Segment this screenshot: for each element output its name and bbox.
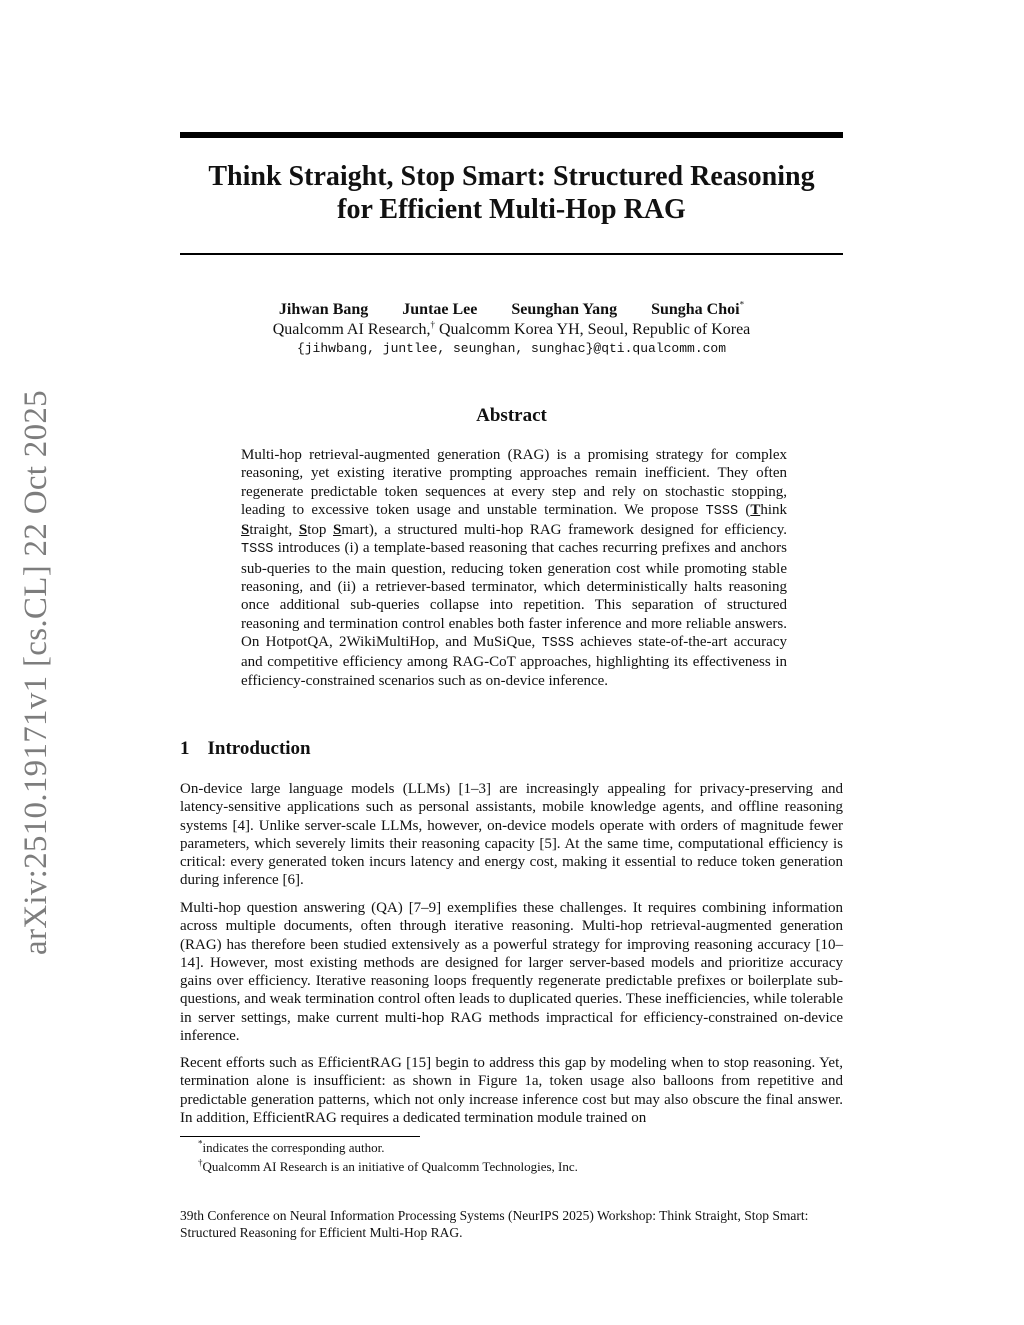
intro-paragraph-1: On-device large language models (LLMs) [1–3] are increasingly appealing for privacy-preserving and latency-sensitive applications such as personal assistants, mobile knowledge agents, and offline reasoning systems [4]. Unlike server-scale LLMs, however, on-device models operate with orders of magnitude fewer parameters, which severely limits their reasoning capacity [5]. At the same time, computational efficiency is critical: every generated token incurs latency and energy cost, making it essential to reduce token generation during inference [6].	[180, 781, 843, 889]
author-name: Juntae Lee	[402, 301, 478, 318]
affiliation-secondary: Qualcomm Korea YH, Seoul, Republic of Korea	[434, 321, 751, 338]
method-name: TSSS	[541, 635, 574, 651]
conference-note: 39th Conference on Neural Information Processing Systems (NeurIPS 2025) Workshop: Think Straight, Stop Smart: Structured Reasoning for Efficient Multi-Hop RAG.	[180, 1208, 809, 1240]
intro-paragraph-3: Recent efforts such as EfficientRAG [15] begin to address this gap by modeling when to stop reasoning. Yet, termination alone is insufficient: as shown in Figure 1a, token usage also balloons from repetitive and predictable generation patterns, which not only increase inference cost but may also obscure the final answer. In addition, EfficientRAG requires a dedicated termination module trained on	[180, 1055, 843, 1126]
abstract-text: , a structured multi-hop RAG framework designed for efficiency.	[373, 522, 788, 539]
section-number: 1	[180, 738, 190, 759]
affiliation-footnote-mark: †	[430, 319, 435, 330]
method-word-rest: mart)	[341, 522, 374, 539]
method-name: TSSS	[705, 503, 739, 519]
corresponding-author-mark: *	[739, 299, 745, 310]
author-name-with-mark	[651, 301, 744, 318]
author-list	[180, 300, 843, 320]
author-name: Sungha Choi	[651, 301, 740, 318]
author-name: Seunghan Yang	[511, 301, 618, 318]
title-bottom-rule	[180, 253, 843, 255]
footnote-text: indicates the corresponding author.	[202, 1140, 385, 1155]
footnote-rule	[180, 1136, 420, 1137]
abstract-body	[241, 446, 787, 690]
title-top-rule	[180, 132, 843, 138]
affiliation	[180, 320, 843, 340]
paper-title	[180, 160, 843, 226]
method-word-rest: traight,	[249, 522, 299, 539]
abstract-text: achieves state-of-the-art accuracy and competitive efficiency among RAG-CoT approaches, highlighting its effectiveness in efficiency-constrained scenarios such as on-device inference.	[241, 633, 787, 689]
method-letter: S	[333, 522, 342, 539]
abstract-text: introduces (i) a template-based reasoning that caches recurring prefixes and anchors sub-queries to the main question, reducing token generation cost while promoting stable reasoning, and (ii) a retriever-based terminator, which deterministically halts reasoning once additional sub-queries collapse into repetition. This separation of structured reasoning and termination control enables both faster inference and more reliable answers. On HotpotQA, 2WikiMultiHop, and MuSiQue,	[241, 540, 787, 650]
method-letter: S	[298, 522, 308, 539]
intro-paragraph-2: Multi-hop question answering (QA) [7–9] exemplifies these challenges. It requires combining information across multiple documents, often through iterative reasoning. Multi-hop retrieval-augmented generation (RAG) has therefore been studied extensively as a powerful strategy for improving reasoning accuracy [10–14]. However, most existing methods are designed for larger server-based models and prioritize accuracy gains over efficiency. Iterative reasoning loops frequently regenerate predictable prefixes or boilerplate sub-questions, and weak termination control often leads to duplicated queries. These inefficiencies, while tolerable in server settings, make current multi-hop RAG methods impractical for efficiency-constrained on-device inference.	[180, 900, 843, 1045]
method-letter: T	[750, 501, 761, 518]
footnote-mark: †	[198, 1157, 203, 1168]
paper-title-line-1: Think Straight, Stop Smart: Structured Reasoning	[208, 161, 815, 192]
abstract-heading: Abstract	[476, 405, 547, 426]
method-word-rest: top	[307, 522, 333, 539]
method-letter: S	[241, 522, 250, 539]
section-title: Introduction	[207, 738, 311, 759]
affiliation-primary: Qualcomm AI Research,	[272, 321, 431, 338]
section-heading-introduction	[180, 737, 843, 761]
method-expansion-open: (	[738, 501, 751, 518]
method-name: TSSS	[241, 542, 274, 558]
abstract-text: Multi-hop retrieval-augmented generation (RAG) is a promising strategy for complex reasoning, yet existing iterative prompting approaches remain inefficient. They often regenerate predictable token sequences at every step and rely on stochastic stopping, leading to excessive token usage and unstable termination. We propose	[241, 447, 787, 518]
arxiv-identifier-stamp: arXiv:2510.19171v1 [cs.CL] 22 Oct 2025	[18, 390, 54, 955]
footnote-corresponding-author	[198, 1140, 843, 1156]
author-name: Jihwan Bang	[278, 301, 369, 318]
footnote-text: Qualcomm AI Research is an initiative of Qualcomm Technologies, Inc.	[202, 1159, 578, 1174]
author-emails: {jihwbang, juntlee, seunghan, sunghac}@qti.qualcomm.com	[296, 341, 727, 356]
footnote-mark: *	[198, 1138, 203, 1149]
method-word-rest: hink	[760, 501, 787, 518]
footnote-qualcomm	[198, 1159, 843, 1175]
paper-title-line-2: for Efficient Multi-Hop RAG	[337, 194, 686, 225]
